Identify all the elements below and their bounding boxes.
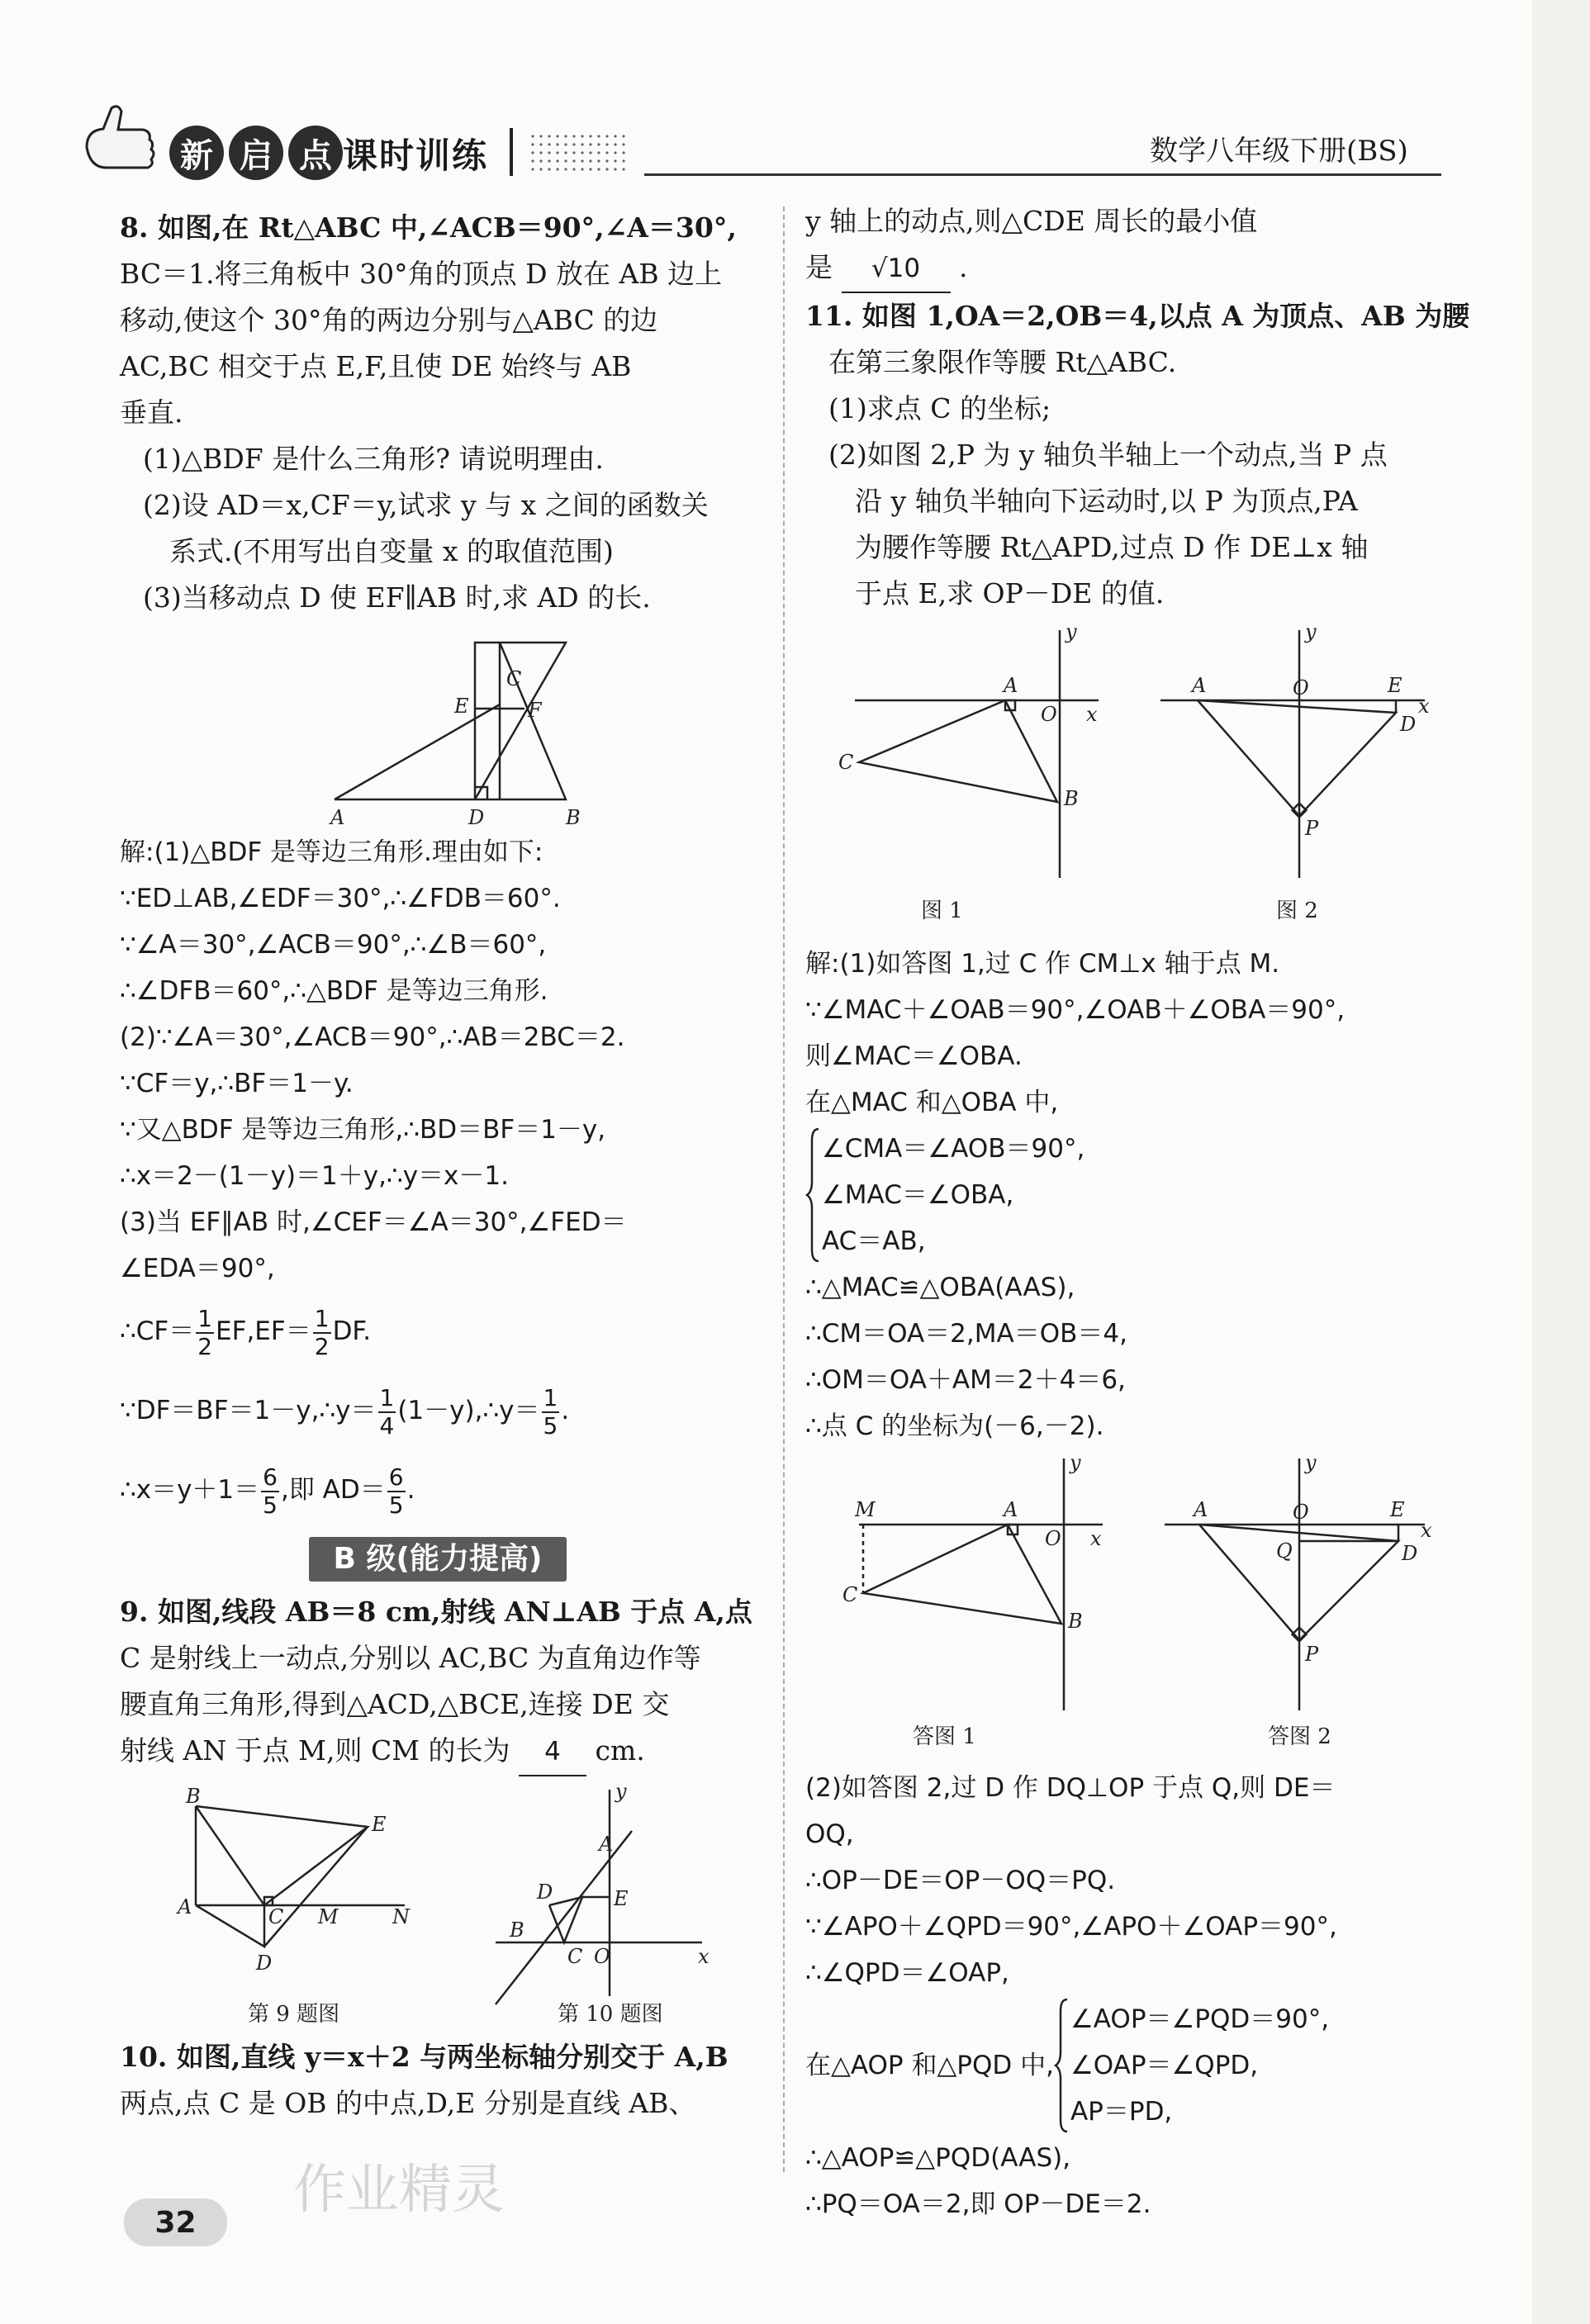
sub-question: 沿 y 轴负半轴向下运动时,以 P 为顶点,PA — [855, 485, 1358, 517]
fraction — [542, 1385, 560, 1439]
numerator: 1 — [197, 1304, 213, 1332]
text: DF. — [332, 1316, 372, 1346]
fig-label: Q — [1276, 1539, 1293, 1563]
question-line: 8. 如图,在 Rt△ABC 中,∠ACB＝90°,∠A＝30°, — [120, 211, 737, 244]
sub-question: 为腰作等腰 Rt△APD,过点 D 作 DE⊥x 轴 — [855, 531, 1369, 563]
figure-caption: 第 9 题图 — [248, 2002, 340, 2027]
solution-line: ∴∠DFB＝60°,∴△BDF 是等边三角形. — [120, 976, 548, 1006]
text: . — [959, 251, 968, 283]
watermark: 作业精灵 — [293, 2160, 505, 2221]
question-11 — [805, 293, 1470, 617]
solution-fraction-line — [120, 1292, 756, 1371]
question-line: 11. 如图 1,OA＝2,OB＝4,以点 A 为顶点、AB 为腰 — [805, 300, 1470, 332]
text: cm. — [595, 1734, 645, 1767]
fig-label: x — [1090, 1527, 1102, 1550]
fig-label: E — [372, 1813, 387, 1836]
solution-line: ∵∠MAC＋∠OAB＝90°,∠OAB＋∠OBA＝90°, — [805, 995, 1346, 1025]
question-line: 腰直角三角形,得到△ACD,△BCE,连接 DE 交 — [120, 1688, 670, 1720]
thumbs-up-icon — [70, 97, 161, 188]
text: ∴x＝y＋1＝ — [120, 1475, 260, 1505]
sub-question: 于点 E,求 OP－DE 的值. — [855, 577, 1165, 609]
fig-label: x — [698, 1945, 710, 1968]
fig-label: B — [510, 1918, 524, 1942]
solution-line: (3)当 EF∥AB 时,∠CEF＝∠A＝30°,∠FED＝ — [120, 1207, 627, 1237]
fig-label: C — [268, 1905, 284, 1928]
sub-question: (2)如图 2,P 为 y 轴负半轴上一个动点,当 P 点 — [828, 439, 1388, 471]
figure-caption: 图 1 — [921, 899, 963, 923]
fig-label: C — [506, 667, 522, 690]
sub-question: (3)当移动点 D 使 EF∥AB 时,求 AD 的长. — [143, 581, 651, 614]
solution-line: ∴∠QPD＝∠OAP, — [805, 1958, 1009, 1988]
numerator: 1 — [314, 1304, 330, 1332]
solution-11-part2 — [805, 1765, 1441, 2227]
fig-label: O — [1041, 703, 1057, 726]
sub-question: (2)设 AD＝x,CF＝y,试求 y 与 x 之间的函数关 — [143, 489, 709, 521]
series-title: 课时训练 — [343, 135, 489, 176]
solution-line: 解:(1)如答图 1,过 C 作 CM⊥x 轴于点 M. — [805, 949, 1280, 979]
question-line: 9. 如图,线段 AB＝8 cm,射线 AN⊥AB 于点 A,点 — [120, 1596, 752, 1628]
fraction — [313, 1306, 331, 1360]
solution-line: (2)如答图 2,过 D 作 DQ⊥OP 于点 Q,则 DE＝ — [805, 1773, 1336, 1803]
solution-line: 解:(1)△BDF 是等边三角形.理由如下: — [120, 837, 543, 867]
text: . — [406, 1475, 415, 1505]
text: ∵DF＝BF＝1－y,∴y＝ — [120, 1396, 377, 1425]
text: (1－y),∴y＝ — [397, 1396, 540, 1425]
question-line: 10. 如图,直线 y＝x＋2 与两坐标轴分别交于 A,B — [120, 2041, 729, 2073]
solution-fraction-line — [120, 1450, 756, 1530]
text: 是 — [805, 251, 833, 283]
fig-label: A — [178, 1895, 192, 1918]
solution-line: ∠EDA＝90°, — [120, 1254, 275, 1283]
fig-label: A — [330, 806, 345, 824]
book-info: 数学八年级下册(BS) — [1150, 135, 1408, 168]
question-line: 两点,点 C 是 OB 的中点,D,E 分别是直线 AB、 — [120, 2087, 696, 2119]
sub-question: 系式.(不用写出自变量 x 的取值范围) — [169, 535, 614, 567]
fig-label: y — [1305, 1454, 1317, 1474]
fig-label: E — [614, 1887, 629, 1910]
fig-label: D — [537, 1881, 553, 1904]
solution-line: 在△MAC 和△OBA 中, — [805, 1088, 1059, 1117]
question-10 — [120, 2034, 756, 2127]
fig-label: F — [528, 699, 542, 722]
fig-label: A — [599, 1833, 614, 1856]
figure-caption: 图 2 — [1276, 899, 1318, 923]
sub-question: (1)△BDF 是什么三角形? 请说明理由. — [143, 443, 604, 475]
fig-label: D — [468, 806, 485, 824]
brand-badge: 启 — [229, 126, 283, 180]
fig-label: x — [1086, 703, 1098, 726]
fig-label: O — [1045, 1527, 1061, 1550]
question-8 — [120, 205, 756, 621]
fig-label: B — [566, 806, 581, 824]
solution-line: (2)∵∠A＝30°,∠ACB＝90°,∴AB＝2BC＝2. — [120, 1022, 625, 1052]
solution-line: ∴x＝2－(1－y)＝1＋y,∴y＝x－1. — [120, 1161, 509, 1191]
brace-line: ∠OAP＝∠QPD, — [1070, 2051, 1259, 2080]
brace-icon — [1054, 1996, 1070, 2135]
column-divider — [783, 206, 785, 2172]
solution-line: ∴△MAC≌△OBA(AAS), — [805, 1273, 1075, 1302]
answer-figures-q11 — [805, 1454, 1441, 1760]
solution-line: ∴OM＝OA＋AM＝2＋4＝6, — [805, 1365, 1126, 1395]
fig-label: D — [256, 1952, 273, 1975]
fig-label: B — [1068, 1610, 1083, 1633]
fig-label: O — [594, 1945, 610, 1968]
fig-label: A — [1192, 674, 1207, 697]
fig-label: A — [1004, 1498, 1018, 1521]
numerator: 1 — [543, 1383, 558, 1411]
question-line — [805, 244, 1441, 293]
brace-line: ∠MAC＝∠OBA, — [822, 1180, 1014, 1210]
text: 射线 AN 于点 M,则 CM 的长为 — [120, 1734, 510, 1767]
answer-blank: √10 — [842, 245, 951, 293]
solution-8 — [120, 829, 756, 1530]
brace-icon — [805, 1126, 822, 1264]
fig-label: D — [1400, 713, 1417, 736]
left-column — [120, 205, 756, 2127]
denominator: 4 — [379, 1411, 395, 1439]
fraction — [196, 1306, 214, 1360]
question-line — [120, 1728, 756, 1776]
denominator: 5 — [263, 1491, 278, 1519]
fig-label: A — [1194, 1498, 1208, 1521]
fig-label: E — [1390, 1498, 1405, 1521]
question-line: AC,BC 相交于点 E,F,且使 DE 始终与 AB — [120, 350, 632, 382]
section-banner: B 级(能力提高) — [309, 1537, 567, 1582]
fig-label: P — [1305, 817, 1319, 840]
denominator: 5 — [543, 1411, 558, 1439]
question-line: 在第三象限作等腰 Rt△ABC. — [828, 346, 1177, 378]
header-divider — [510, 128, 513, 176]
solution-line: 在△AOP 和△PQD 中, — [805, 2051, 1054, 2080]
fig-label: E — [454, 695, 469, 718]
fig-label: C — [842, 1583, 858, 1606]
fig-label: B — [1064, 787, 1079, 810]
text: ∴CF＝ — [120, 1316, 195, 1346]
fig-label: C — [567, 1945, 583, 1968]
solution-line: ∵∠A＝30°,∠ACB＝90°,∴∠B＝60°, — [120, 930, 547, 960]
fig-label: y — [1070, 1454, 1081, 1474]
fig-label: C — [838, 751, 854, 774]
fig-label: O — [1293, 1501, 1309, 1524]
section-banner-wrap — [120, 1536, 756, 1582]
numerator: 6 — [388, 1463, 404, 1491]
fig-label: P — [1305, 1643, 1319, 1666]
figures-q9-q10 — [120, 1781, 756, 2029]
header-rule — [644, 173, 1441, 176]
figures-q11 — [805, 622, 1441, 936]
figure-caption: 第 10 题图 — [558, 2002, 663, 2027]
answer-blank: 4 — [519, 1729, 586, 1776]
solution-line: ∴PQ＝OA＝2,即 OP－DE＝2. — [805, 2189, 1151, 2219]
fig-label: M — [318, 1905, 339, 1928]
brand-logo — [169, 126, 343, 180]
brand-badge: 新 — [169, 126, 224, 180]
fig-label: y — [1305, 622, 1317, 643]
solution-line: ∴点 C 的坐标为(－6,－2). — [805, 1411, 1104, 1441]
brace-line: ∠CMA＝∠AOB＝90°, — [822, 1134, 1085, 1164]
brace-line: ∠AOP＝∠PQD＝90°, — [1070, 2004, 1330, 2034]
sub-question: (1)求点 C 的坐标; — [828, 392, 1051, 424]
solution-fraction-line — [120, 1371, 756, 1450]
brace-system — [805, 1126, 1441, 1264]
solution-line: ∴OP－DE＝OP－OQ＝PQ. — [805, 1866, 1116, 1895]
fraction — [387, 1464, 406, 1519]
fig-label: N — [392, 1905, 410, 1928]
brace-system — [805, 1996, 1441, 2135]
page-edge-shadow — [1532, 0, 1590, 2324]
question-line: 垂直. — [120, 396, 183, 429]
denominator: 2 — [314, 1332, 330, 1360]
solution-line: ∵又△BDF 是等边三角形,∴BD＝BF＝1－y, — [120, 1115, 606, 1145]
text: EF,EF＝ — [216, 1316, 311, 1346]
right-column — [805, 198, 1470, 2227]
figure-caption: 答图 2 — [1268, 1724, 1331, 1749]
fig-label: y — [1066, 622, 1077, 643]
numerator: 1 — [379, 1383, 395, 1411]
fig-label: D — [1402, 1542, 1418, 1565]
brand-badge: 点 — [288, 126, 343, 180]
solution-line: ∵CF＝y,∴BF＝1－y. — [120, 1069, 354, 1098]
page-number: 32 — [124, 2198, 227, 2246]
question-9 — [120, 1589, 756, 1776]
fig-label: A — [1004, 674, 1018, 697]
solution-line: ∵ED⊥AB,∠EDF＝30°,∴∠FDB＝60°. — [120, 884, 561, 913]
numerator: 6 — [263, 1463, 278, 1491]
text: . — [561, 1396, 570, 1425]
solution-line: ∵∠APO＋∠QPD＝90°,∠APO＋∠OAP＝90°, — [805, 1912, 1337, 1942]
solution-line: ∴CM＝OA＝2,MA＝OB＝4, — [805, 1319, 1127, 1349]
brace-line: AP＝PD, — [1070, 2097, 1173, 2127]
fig-label: M — [855, 1498, 876, 1521]
question-line: y 轴上的动点,则△CDE 周长的最小值 — [805, 205, 1258, 237]
figure-q8 — [120, 626, 756, 824]
fig-label: B — [186, 1785, 201, 1808]
question-line: BC＝1.将三角板中 30°角的顶点 D 放在 AB 边上 — [120, 258, 723, 290]
fraction — [378, 1385, 396, 1439]
question-line: 移动,使这个 30°角的两边分别与△ABC 的边 — [120, 304, 658, 336]
fraction — [261, 1464, 279, 1519]
denominator: 5 — [388, 1491, 404, 1519]
solution-line: ∴△AOP≌△PQD(AAS), — [805, 2143, 1071, 2173]
solution-line: 则∠MAC＝∠OBA. — [805, 1041, 1023, 1071]
header-dot-pattern — [529, 132, 626, 172]
brace-line: AC＝AB, — [822, 1226, 926, 1256]
fig-label: y — [615, 1781, 627, 1803]
fig-label: x — [1421, 1519, 1432, 1542]
solution-line: OQ, — [805, 1819, 854, 1849]
fig-label: E — [1388, 674, 1403, 697]
fig-label: O — [1293, 676, 1309, 700]
figure-caption: 答图 1 — [913, 1724, 976, 1749]
fig-label: x — [1418, 695, 1430, 718]
denominator: 2 — [197, 1332, 213, 1360]
question-line: C 是射线上一动点,分别以 AC,BC 为直角边作等 — [120, 1642, 701, 1674]
solution-11 — [805, 941, 1441, 1449]
text: ,即 AD＝ — [280, 1475, 386, 1505]
